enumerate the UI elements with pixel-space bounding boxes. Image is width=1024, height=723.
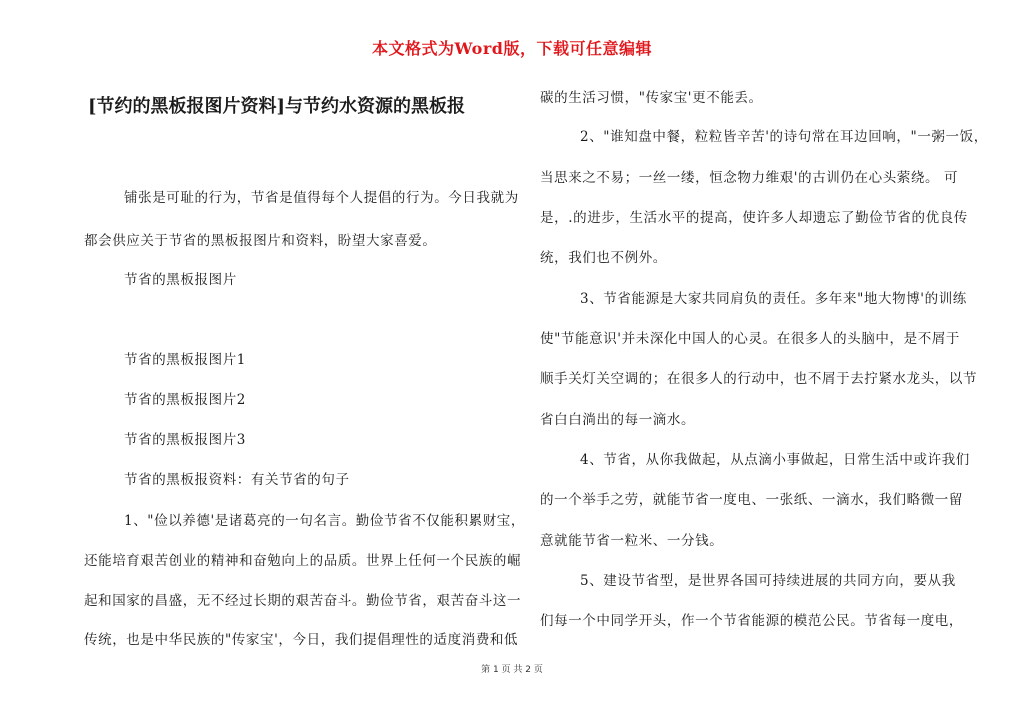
- paragraph-line: 2、"谁知盘中餐，粒粒皆辛苦'的诗句常在耳边回响，"一粥一饭，: [580, 129, 988, 145]
- paragraph-line: 省白白淌出的每一滴水。: [540, 412, 696, 428]
- paragraph-line: 节省的黑板报图片1: [124, 352, 246, 368]
- paragraph-line: 起和国家的昌盛，无不经过长期的艰苦奋斗。勤俭节省，艰苦奋斗这一: [84, 593, 522, 609]
- paragraph-line: 4、节省，从你我做起，从点滴小事做起，日常生活中或许我们: [580, 452, 970, 468]
- paragraph-line: 5、建设节省型，是世界各国可持续进展的共同方向，要从我: [580, 573, 956, 589]
- paragraph-line: 顺手关灯关空调的；在很多人的行动中，也不屑于去拧紧水龙头，以节: [540, 371, 978, 387]
- paragraph-line: 节省的黑板报图片2: [124, 392, 246, 408]
- paragraph-line: 碳的生活习惯，"传家宝'更不能丢。: [540, 90, 763, 106]
- paragraph-line: 们每一个中同学开头，作一个节省能源的模范公民。节省每一度电，: [540, 613, 963, 629]
- paragraph-line: 3、节省能源是大家共同肩负的责任。多年来"地大物博'的训练: [580, 291, 967, 307]
- paragraph-line: 节省的黑板报图片: [124, 272, 237, 288]
- paragraph-line: 意就能节省一粒米、一分钱。: [540, 533, 724, 549]
- paragraph-line: 统，我们也不例外。: [540, 250, 667, 266]
- paragraph-line: 是，.的进步，生活水平的提高，使许多人却遗忘了勤俭节省的优良传: [540, 210, 968, 226]
- paragraph-line: 的一个举手之劳，就能节省一度电、一张纸、一滴水，我们略微一留: [540, 492, 963, 508]
- paragraph-line: 铺张是可耻的行为，节省是值得每个人提倡的行为。今日我就为: [124, 190, 519, 206]
- paragraph-line: 都会供应关于节省的黑板报图片和资料，盼望大家喜爱。: [84, 233, 437, 249]
- page-number: 第 1 页 共 2 页: [481, 665, 543, 675]
- paragraph-line: 节省的黑板报资料：有关节省的句子: [124, 472, 350, 488]
- paragraph-line: 当思来之不易；一丝一缕，恒念物力维艰'的古训仍在心头萦绕。 可: [540, 170, 959, 186]
- paragraph-line: 使"节能意识'并未深化中国人的心灵。在很多人的头脑中，是不屑于: [540, 331, 961, 347]
- paragraph-line: 1、"俭以养德'是诸葛亮的一句名言。勤俭节省不仅能积累财宝，: [124, 513, 526, 529]
- paragraph-line: 节省的黑板报图片3: [124, 432, 246, 448]
- document-title: [节约的黑板报图片资料]与节约水资源的黑板报: [88, 96, 466, 117]
- paragraph-line: 传统，也是中华民族的"传家宝'，今日，我们提倡理性的适度消费和低: [84, 632, 519, 648]
- paragraph-line: 还能培育艰苦创业的精神和奋勉向上的品质。世界上任何一个民族的崛: [84, 553, 522, 569]
- download-banner: 本文格式为Word版，下载可任意编辑: [372, 39, 652, 58]
